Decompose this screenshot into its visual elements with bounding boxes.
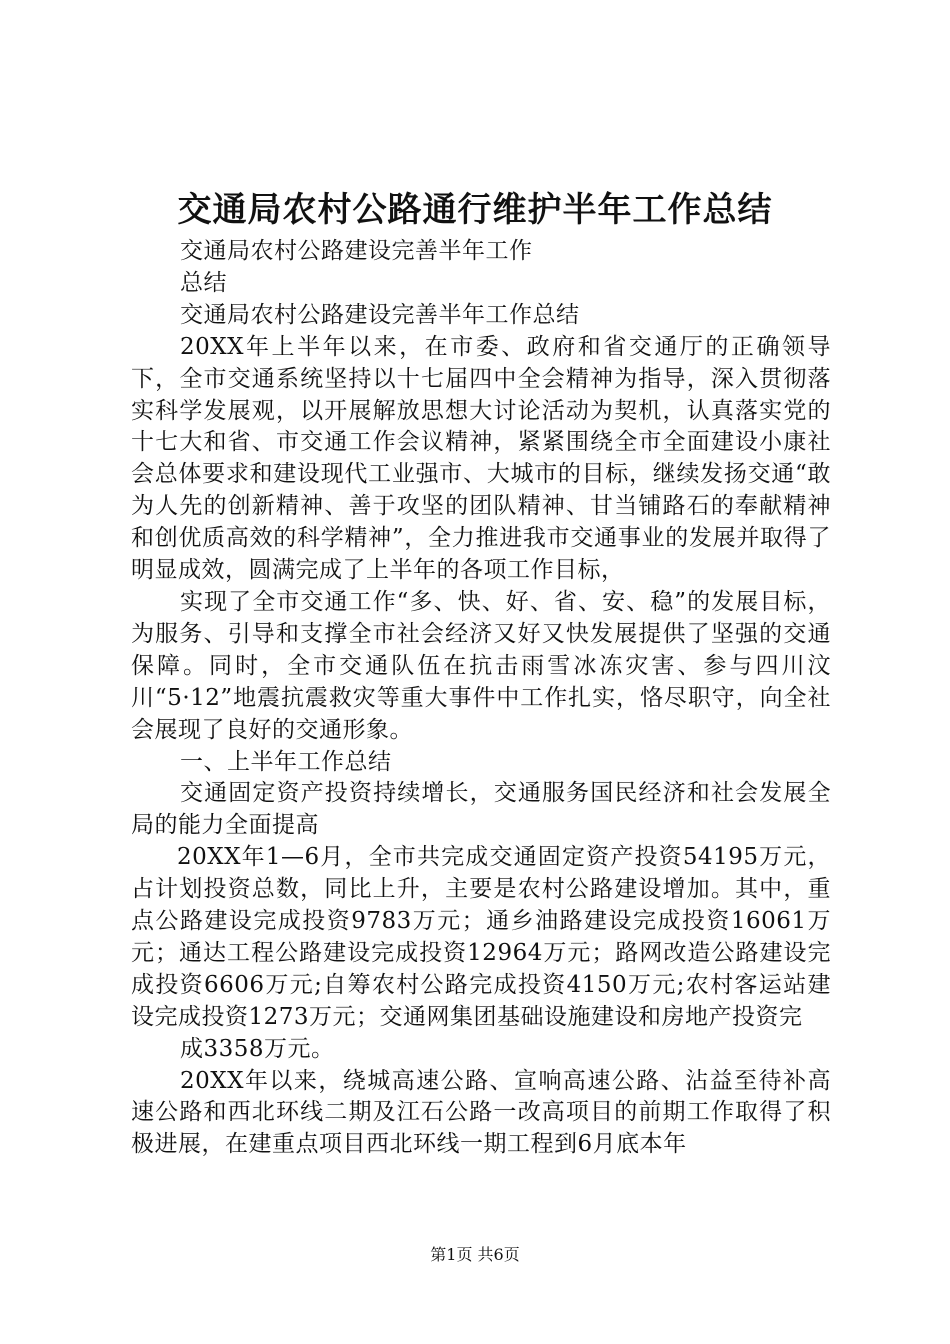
document-body bbox=[131, 236, 831, 1161]
subtitle-line-1: 交通局农村公路建设完善半年工作 bbox=[180, 238, 533, 264]
subtitle-line-2: 总结 bbox=[180, 269, 227, 296]
paragraph: 成3358万元。 bbox=[180, 1035, 335, 1062]
section-heading-1: 一、上半年工作总结 bbox=[180, 748, 392, 775]
paragraph: 20XX年以来，绕城高速公路、宣响高速公路、沾益至待补高速公路和西北环线二期及江石公路一改高项目的前期工作取得了积极进展，在建重点项目西北环线一期工程到6月底本年 bbox=[131, 1067, 831, 1158]
paragraph: 20XX年1—6月，全市共完成交通固定资产投资54195万元，占计划投资总数，同比上升，主要是农村公路建设增加。其中，重点公路建设完成投资9783万元；通乡油路建设完成投资16061万元；通达工程公路建设完成投资12964万元；路网改造公路建设完成投资6606万元;自筹农村公路完成投资4150万元;农村客运站建设完成投资1273万元；交通网集团基础设施建设和房地产投资完 bbox=[131, 844, 831, 1030]
paragraph: 实现了全市交通工作“多、快、好、省、安、稳”的发展目标，为服务、引导和支撑全市社会经济又好又快发展提供了坚强的交通保障。同时，全市交通队伍在抗击雨雪冰冻灾害、参与四川汶川“5·12”地震抗震救灾等重大事件中工作扎实，恪尽职守，向全社会展现了良好的交通形象。 bbox=[131, 588, 831, 743]
document-title: 交通局农村公路通行维护半年工作总结 bbox=[177, 190, 773, 230]
page-footer: 第1页 共6页 bbox=[430, 1245, 520, 1264]
paragraph: 20XX年上半年以来，在市委、政府和省交通厅的正确领导下，全市交通系统坚持以十七届四中全会精神为指导，深入贯彻落实科学发展观，以开展解放思想大讨论活动为契机，认真落实党的十七大和省、市交通工作会议精神，紧紧围绕全市全面建设小康社会总体要求和建设现代工业强市、大城市的目标，继续发扬交通“敢为人先的创新精神、善于攻坚的团队精神、甘当铺路石的奉献精神和创优质高效的科学精神”，全力推进我市交通事业的发展并取得了明显成效，圆满完成了上半年的各项工作目标， bbox=[131, 333, 831, 584]
section-heading: 交通局农村公路建设完善半年工作总结 bbox=[180, 301, 580, 328]
paragraph: 交通固定资产投资持续增长，交通服务国民经济和社会发展全局的能力全面提高 bbox=[131, 780, 831, 839]
